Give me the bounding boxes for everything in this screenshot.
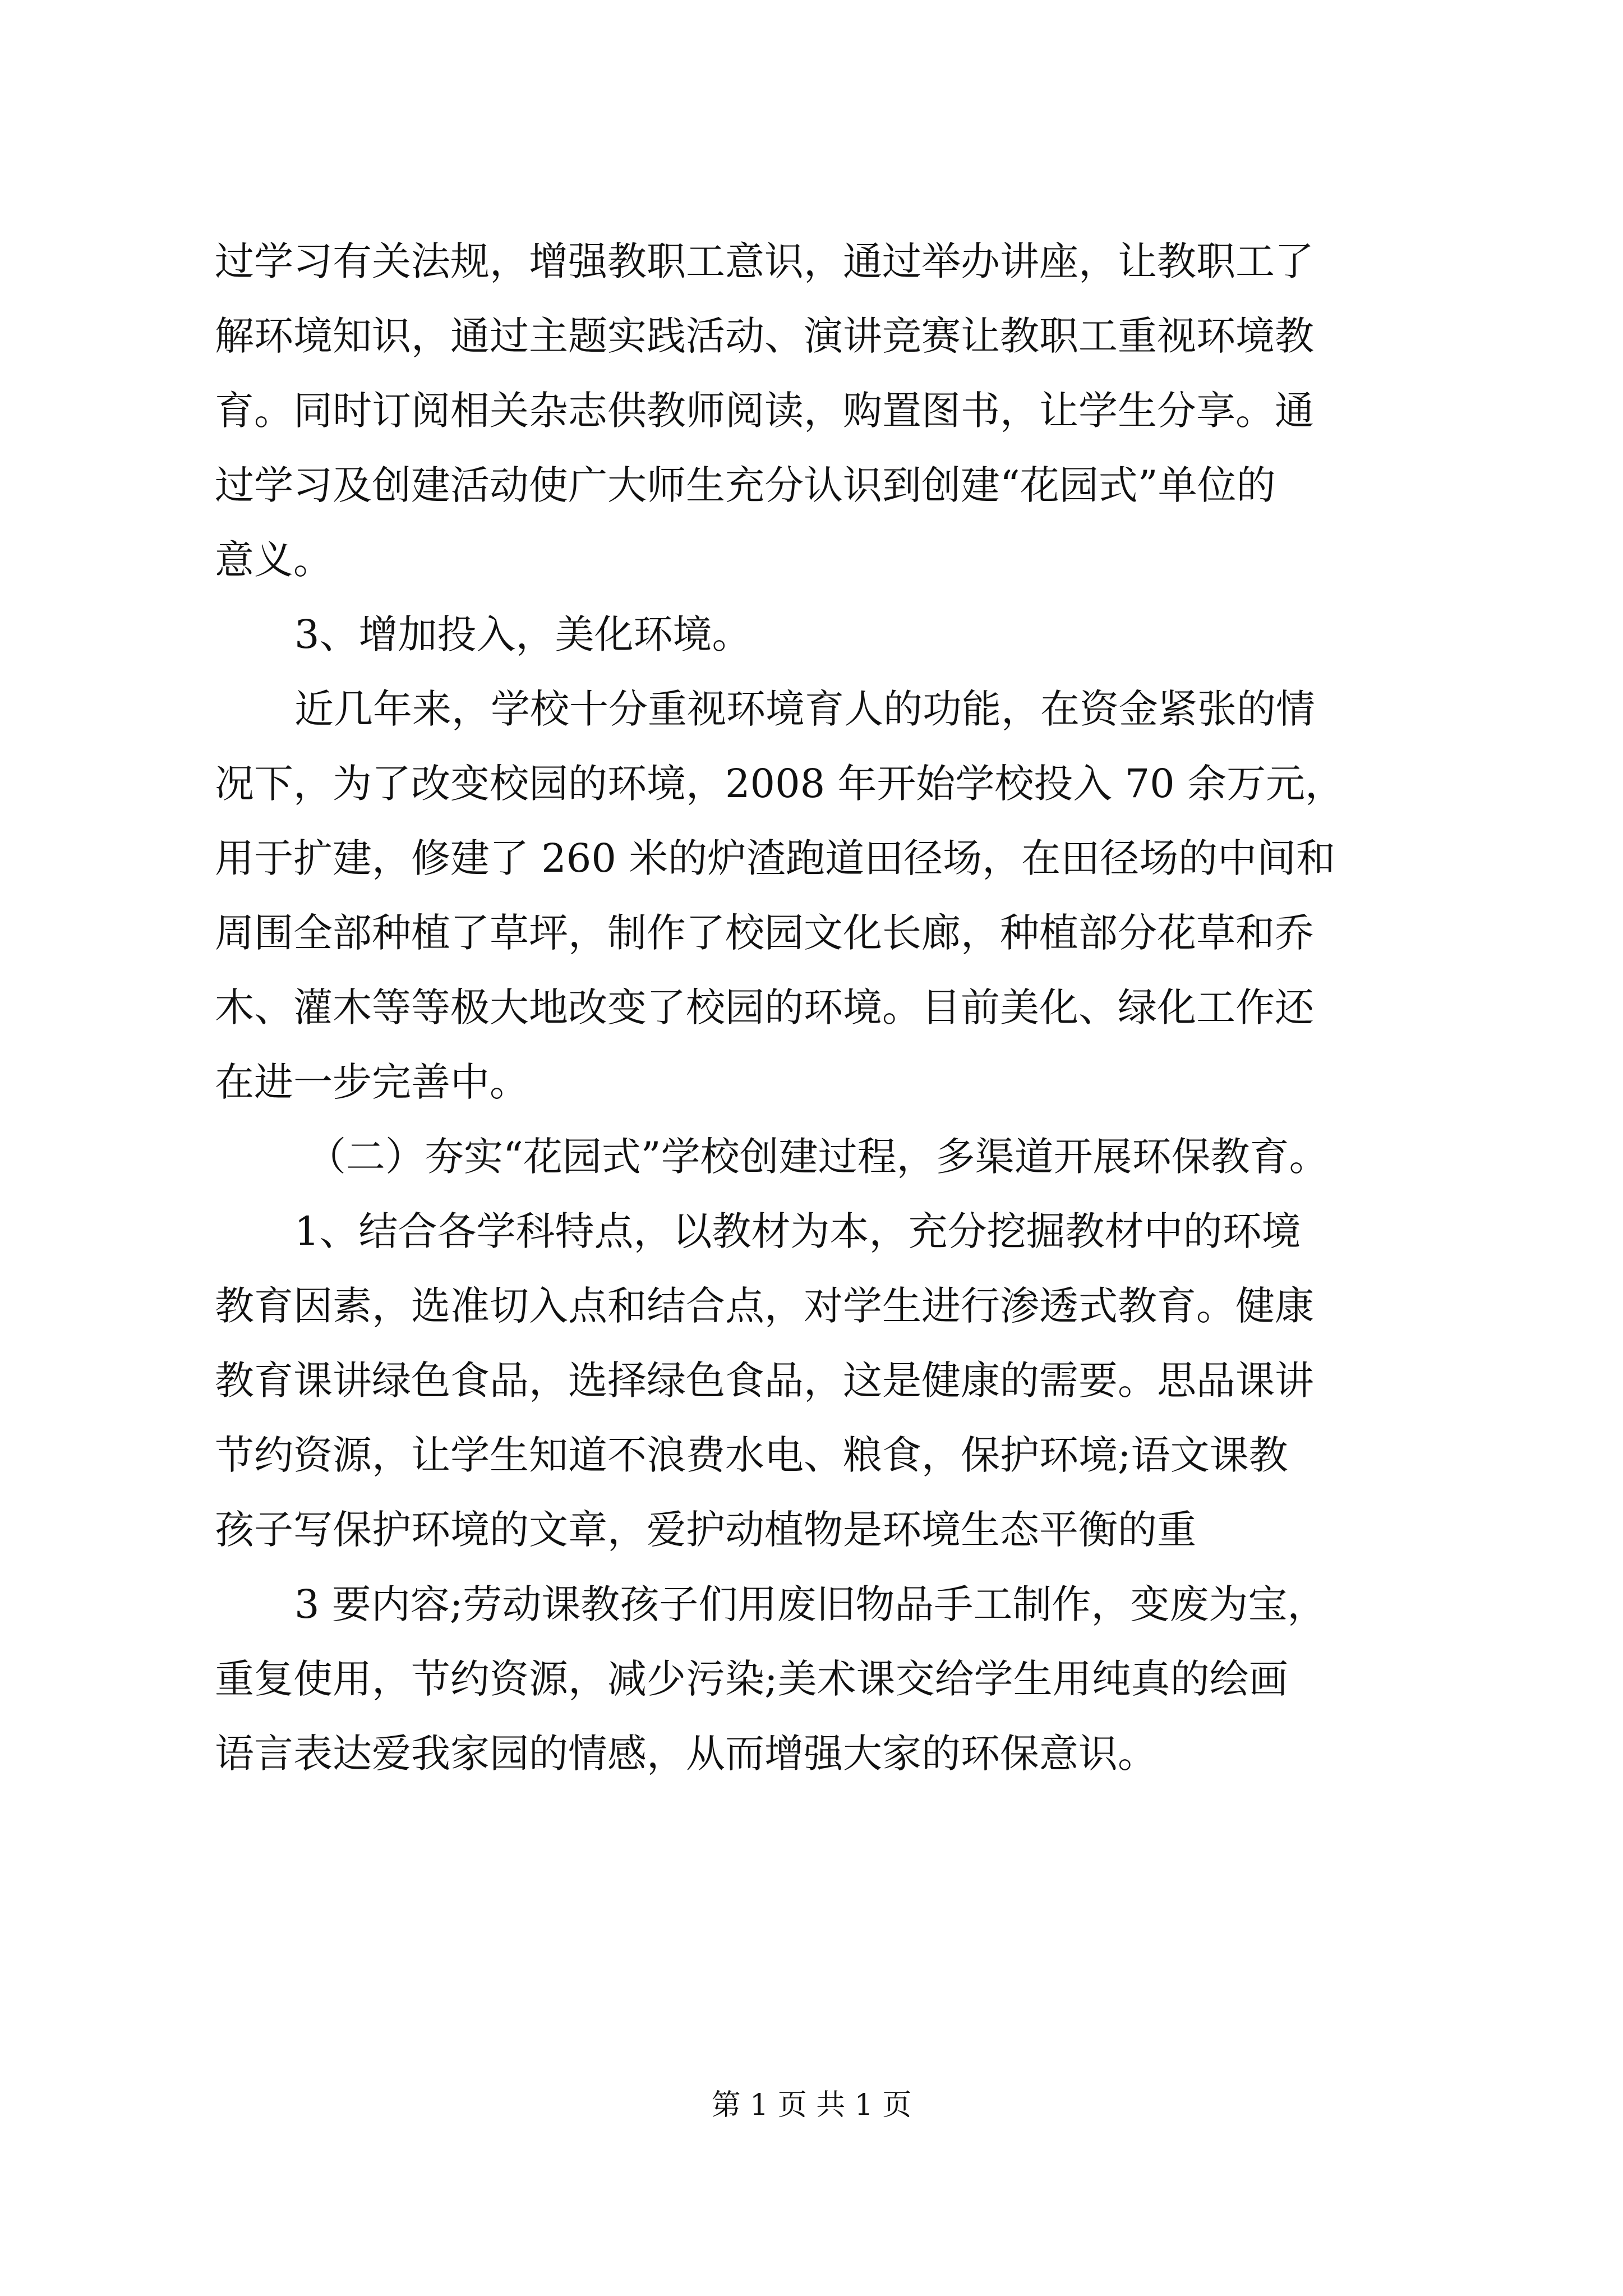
paragraph-line-2: 解环境知识，通过主题实践活动、演讲竞赛让教职工重视环境教: [215, 313, 1314, 359]
paragraph-line-19: 3 要内容;劳动课教孩子们用废旧物品手工制作，变废为宝，: [294, 1581, 1327, 1627]
paragraph-line-8: 况下，为了改变校园的环境，2008 年开始学校投入 70 余万元，: [215, 761, 1344, 807]
paragraph-line-11: 木、灌木等等极大地改变了校园的环境。目前美化、绿化工作还: [215, 984, 1314, 1030]
paragraph-line-21: 语言表达爱我家园的情感，从而增强大家的环保意识。: [215, 1731, 1157, 1777]
section-heading-3: 3、增加投入，美化环境。: [294, 611, 751, 657]
paragraph-line-17: 节约资源，让学生知道不浪费水电、粮食，保护环境;语文课教: [215, 1432, 1288, 1478]
paragraph-line-3: 育。同时订阅相关杂志供教师阅读，购置图书，让学生分享。通: [215, 388, 1314, 434]
paragraph-line-9: 用于扩建，修建了 260 米的炉渣跑道田径场，在田径场的中间和: [215, 835, 1336, 881]
paragraph-line-4: 过学习及创建活动使广大师生充分认识到创建“花园式”单位的: [215, 462, 1276, 508]
paragraph-line-18: 孩子写保护环境的文章，爱护动植物是环境生态平衡的重: [215, 1507, 1196, 1553]
paragraph-line-15: 教育因素，选准切入点和结合点，对学生进行渗透式教育。健康: [215, 1283, 1314, 1329]
paragraph-line-5: 意义。: [215, 537, 333, 583]
paragraph-line-10: 周围全部种植了草坪，制作了校园文化长廊，种植部分花草和乔: [215, 910, 1314, 956]
paragraph-line-20: 重复使用，节约资源，减少污染;美术课交给学生用纯真的绘画: [215, 1656, 1288, 1702]
paragraph-line-14: 1、结合各学科特点，以教材为本，充分挖掘教材中的环境: [294, 1208, 1301, 1254]
document-body: [215, 224, 1421, 1791]
paragraph-line-1: 过学习有关法规，增强教职工意识，通过举办讲座，让教职工了: [215, 238, 1314, 284]
paragraph-line-16: 教育课讲绿色食品，选择绿色食品，这是健康的需要。思品课讲: [215, 1358, 1314, 1404]
paragraph-line-7: 近几年来，学校十分重视环境育人的功能，在资金紧张的情: [294, 686, 1315, 732]
page-number-footer: 第 1 页 共 1 页: [711, 2088, 912, 2122]
paragraph-line-12: 在进一步完善中。: [215, 1059, 529, 1105]
section-heading-2: （二）夯实“花园式”学校创建过程，多渠道开展环保教育。: [307, 1134, 1329, 1180]
